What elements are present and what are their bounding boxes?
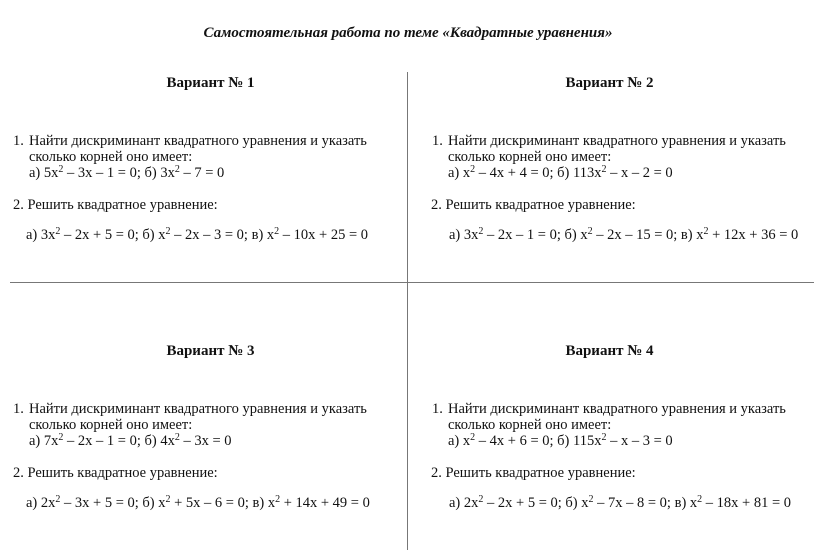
task-1-equations: а) $х^2 - 4х + 4 = 0$; б) $113х^2 - х - 2 = 0$	[448, 164, 673, 181]
task-1-text-line2: сколько корней оно имеет:	[29, 417, 193, 433]
task-1	[432, 133, 816, 181]
task-1-text-line1: Найти дискриминант квадратного уравнения и указать	[29, 401, 367, 417]
task-1-equations: а) $5х^2 - 3х - 1 = 0$; б) $3х^2 - 7 = 0$	[29, 164, 225, 181]
task-1-equations: а) $7х^2 - 2х - 1 = 0$; б) $4х^2 - 3х = 0$	[29, 432, 232, 449]
task-2: 2. Решить квадратное уравнение:	[13, 465, 218, 481]
variant-title: Вариант № 3	[166, 343, 255, 359]
task-2-equations: а) $2х^2 - 3х + 5 = 0$; б) $х^2 + 5х - 6 = 0$; в) $х^2 + 14х + 49 = 0$	[26, 494, 370, 511]
horizontal-divider	[10, 282, 814, 283]
task-2-equations: а) $3х^2 - 2х - 1 = 0$; б) $х^2 - 2х - 15 = 0$; в) $х^2 + 12х + 36 = 0$	[449, 226, 799, 243]
task-1	[13, 133, 413, 181]
task-1-equations: а) $х^2 - 4х + 6 = 0$; б) $115х^2 - х - 3 = 0$	[448, 432, 673, 449]
variant-title: Вариант № 1	[166, 75, 255, 91]
task-1	[432, 401, 816, 449]
task-number: 1.	[13, 401, 24, 417]
task-2-equations: а) $2х^2 - 2х + 5 = 0$; б) $х^2 - 7х - 8 = 0$; в) $х^2 - 18х + 81 = 0$	[449, 494, 792, 511]
document-title: Самостоятельная работа по теме «Квадратные уравнения»	[203, 25, 613, 41]
task-1-text-line1: Найти дискриминант квадратного уравнения и указать	[448, 133, 786, 149]
task-number: 1.	[13, 133, 24, 149]
task-number: 1.	[432, 401, 443, 417]
task-1-text-line2: сколько корней оно имеет:	[448, 417, 612, 433]
variant-title: Вариант № 4	[565, 343, 654, 359]
task-number: 1.	[432, 133, 443, 149]
task-1-text-line2: сколько корней оно имеет:	[29, 149, 193, 165]
task-2-equations: а) $3х^2 - 2х + 5 = 0$; б) $х^2 - 2х - 3 = 0$; в) $х^2 - 10х + 25 = 0$	[26, 226, 369, 243]
task-1-text-line2: сколько корней оно имеет:	[448, 149, 612, 165]
task-1	[13, 401, 413, 449]
task-2: 2. Решить квадратное уравнение:	[13, 197, 218, 213]
task-1-text-line1: Найти дискриминант квадратного уравнения и указать	[29, 133, 367, 149]
task-1-text-line1: Найти дискриминант квадратного уравнения и указать	[448, 401, 786, 417]
task-2: 2. Решить квадратное уравнение:	[431, 465, 636, 481]
task-2: 2. Решить квадратное уравнение:	[431, 197, 636, 213]
variant-title: Вариант № 2	[565, 75, 654, 91]
